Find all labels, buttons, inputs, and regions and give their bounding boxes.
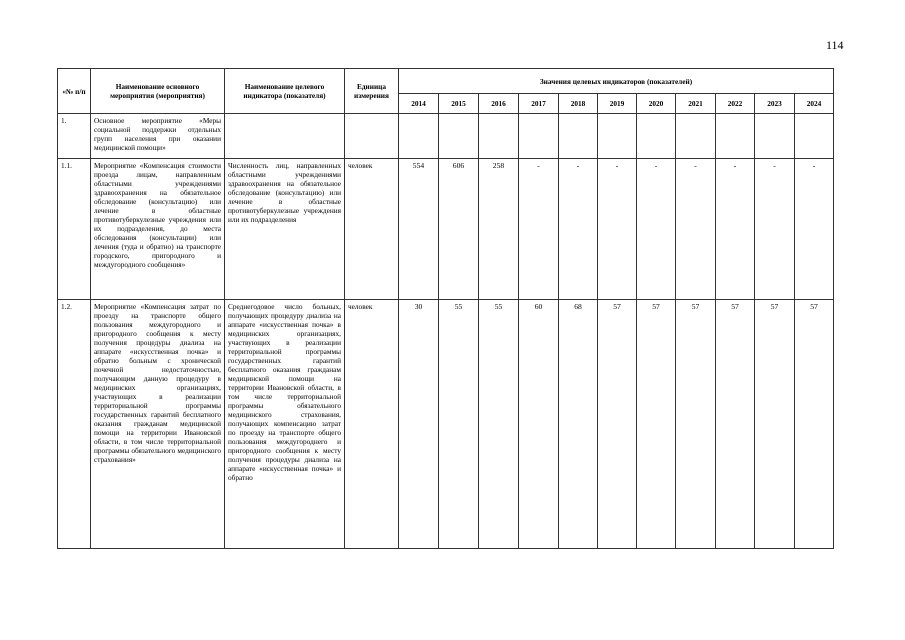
row-value <box>755 114 795 159</box>
header-unit: Единица измерения <box>345 69 399 114</box>
row-value: - <box>755 159 795 300</box>
row-value: 554 <box>399 159 439 300</box>
row-indicator: Численность лиц, направленных областными учреждениями здравоохранения на обязательное обследование (консультацию) или лечение в областные противотуберкулезные учреждения или их подразделения <box>225 159 345 300</box>
row-value: 258 <box>479 159 519 300</box>
row-value: 57 <box>676 300 716 549</box>
row-value: - <box>676 159 716 300</box>
row-value <box>519 114 559 159</box>
year-header: 2022 <box>716 94 755 114</box>
year-header: 2024 <box>795 94 834 114</box>
row-value: 55 <box>479 300 519 549</box>
year-header: 2020 <box>637 94 676 114</box>
row-value <box>676 114 716 159</box>
row-activity: Мероприятие «Компенсация затрат по проезду на транспорте общего пользования междугородного и пригородного сообщения к месту получения процедуры диализа на аппарате «искусственная почка» и обратно больным с хронической почечной недостаточностью, получающим данную процедуру в медицинских организациях, участвующих в реализации территориальной программы государственных гарантий бесплатного оказания гражданам медицинской помощи на территории Ивановской области, в том числе территориальной программы обязательного медицинского страхования» <box>91 300 225 549</box>
row-value: 57 <box>755 300 795 549</box>
row-value <box>399 114 439 159</box>
row-value: 68 <box>559 300 598 549</box>
year-header: 2019 <box>598 94 637 114</box>
row-num: 1.2. <box>58 300 91 549</box>
row-num: 1. <box>58 114 91 159</box>
row-unit <box>345 114 399 159</box>
header-values: Значения целевых индикаторов (показателей) <box>399 69 834 94</box>
row-indicator: Среднегодовое число больных, получающих процедуру диализа на аппарате «искусственная почка» в медицинских организациях, участвующих в реализации территориальной программы государственных гарантий бесплатного оказания гражданам медицинской помощи на территории Ивановской области, в том числе территориальной программы обязательного медицинского страхования, получающих компенсацию затрат по проезду на транспорте общего пользования междугороднего и пригородного сообщения к месту получения процедуры диализа на аппарате «искусственная почка» и обратно <box>225 300 345 549</box>
row-indicator <box>225 114 345 159</box>
row-value: 606 <box>439 159 479 300</box>
row-value: 30 <box>399 300 439 549</box>
year-header: 2015 <box>439 94 479 114</box>
year-header: 2014 <box>399 94 439 114</box>
row-value <box>479 114 519 159</box>
row-value: - <box>519 159 559 300</box>
row-value: - <box>716 159 755 300</box>
row-value <box>716 114 755 159</box>
row-value <box>637 114 676 159</box>
year-header: 2018 <box>559 94 598 114</box>
row-unit: человек <box>345 159 399 300</box>
row-value: - <box>598 159 637 300</box>
row-value <box>439 114 479 159</box>
header-indicator: Наименование целевого индикатора (показателя) <box>225 69 345 114</box>
row-value: 57 <box>637 300 676 549</box>
table-row <box>58 114 834 159</box>
table-row <box>58 159 834 300</box>
year-header: 2016 <box>479 94 519 114</box>
header-num: «№ п/п <box>58 69 91 114</box>
row-num: 1.1. <box>58 159 91 300</box>
row-value: 57 <box>598 300 637 549</box>
header-activity: Наименование основного мероприятия (мероприятия) <box>91 69 225 114</box>
row-value <box>795 114 834 159</box>
row-value <box>559 114 598 159</box>
year-header: 2017 <box>519 94 559 114</box>
row-value: - <box>637 159 676 300</box>
row-activity: Основное мероприятие «Меры социальной поддержки отдельных групп населения при оказании медицинской помощи» <box>91 114 225 159</box>
header-row <box>58 69 834 94</box>
year-header: 2023 <box>755 94 795 114</box>
row-value: 60 <box>519 300 559 549</box>
row-value <box>598 114 637 159</box>
row-value: 55 <box>439 300 479 549</box>
year-header: 2021 <box>676 94 716 114</box>
page-number: 114 <box>826 38 844 52</box>
row-unit: человек <box>345 300 399 549</box>
table-row <box>58 300 834 549</box>
row-activity: Мероприятие «Компенсация стоимости проезда лицам, направленным областными учреждениями здравоохранения на обязательное обследование (консультацию) или лечение в областные противотуберкулезные учреждения или их подразделения, до места обследования (консультации) или лечения (туда и обратно) на транспорте городского, пригородного и междугородного сообщения» <box>91 159 225 300</box>
indicators-table <box>57 68 834 549</box>
row-value: - <box>795 159 834 300</box>
row-value: - <box>559 159 598 300</box>
row-value: 57 <box>795 300 834 549</box>
row-value: 57 <box>716 300 755 549</box>
